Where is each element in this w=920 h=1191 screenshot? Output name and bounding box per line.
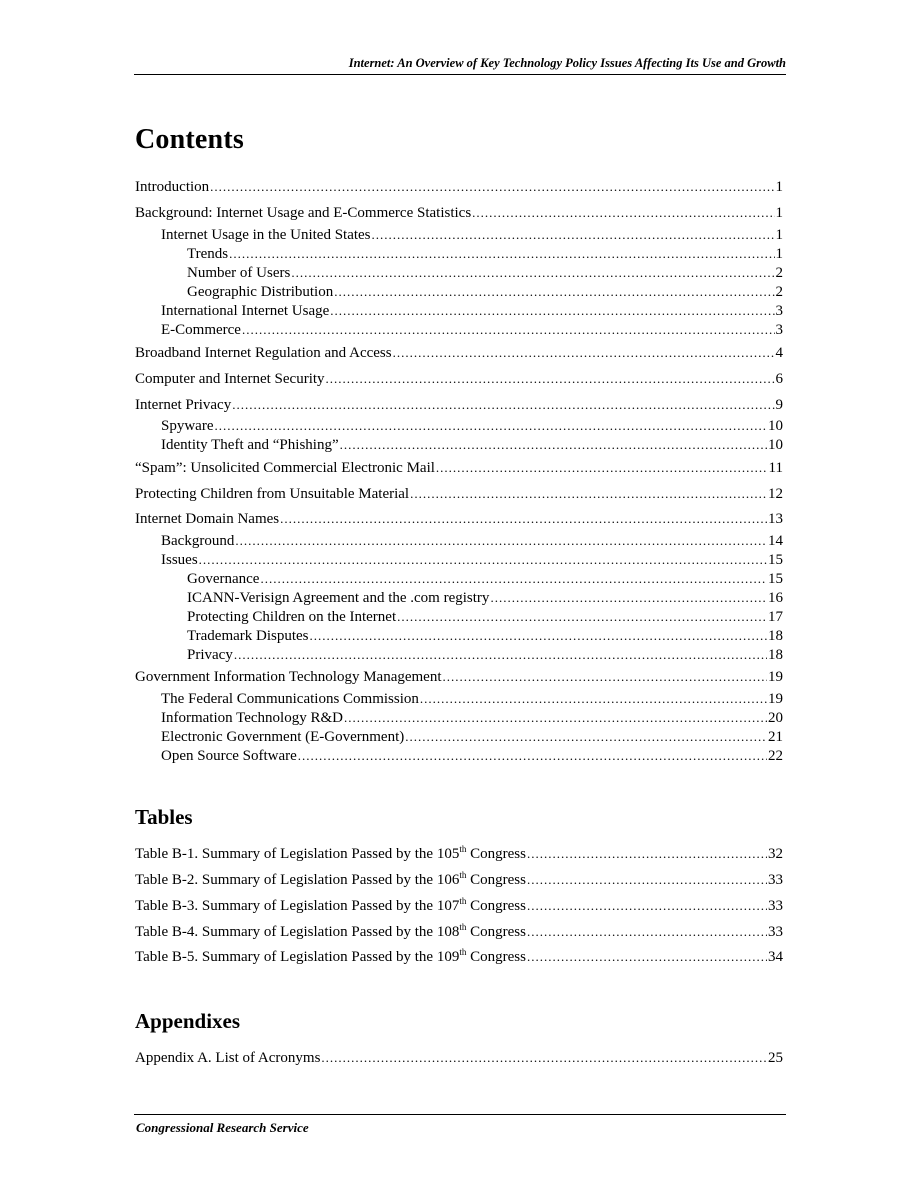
toc-entry[interactable]: Information Technology R&D ..... 20 bbox=[161, 708, 783, 727]
toc-entry[interactable]: Spyware ..... 10 bbox=[161, 416, 783, 435]
toc-entry[interactable]: Table B-2. Summary of Legislation Passed by the 106th Congress ..... 33 bbox=[135, 870, 783, 889]
toc-entry[interactable]: Geographic Distribution ..... 2 bbox=[187, 282, 783, 301]
toc-entry[interactable]: The Federal Communications Commission ..... 19 bbox=[161, 689, 783, 708]
toc-entry[interactable]: Introduction ..... 1 bbox=[135, 177, 783, 196]
toc-entry[interactable]: Identity Theft and “Phishing” ..... 10 bbox=[161, 435, 783, 454]
toc-entry[interactable]: Protecting Children on the Internet ..... 17 bbox=[187, 607, 783, 626]
toc-entry[interactable]: Privacy ..... 18 bbox=[187, 645, 783, 664]
appendixes-heading: Appendixes bbox=[135, 1009, 241, 1033]
toc-entry[interactable]: Internet Domain Names ..... 13 bbox=[135, 509, 783, 528]
toc-entry[interactable]: Trends ..... 1 bbox=[187, 244, 783, 263]
toc-entry[interactable]: Electronic Government (E-Government) ..... 21 bbox=[161, 727, 783, 746]
toc-entry[interactable]: Internet Privacy ..... 9 bbox=[135, 395, 783, 414]
toc-entry[interactable]: Appendix A. List of Acronyms ..... 25 bbox=[135, 1048, 783, 1067]
toc-entry[interactable]: Table B-4. Summary of Legislation Passed by the 108th Congress ..... 33 bbox=[135, 922, 783, 941]
toc-entry[interactable]: Background: Internet Usage and E-Commerce Statistics ..... 1 bbox=[135, 203, 783, 222]
toc-entry[interactable]: Open Source Software ..... 22 bbox=[161, 746, 783, 765]
toc-entry[interactable]: Issues ..... 15 bbox=[161, 550, 783, 569]
toc-entry[interactable]: International Internet Usage ..... 3 bbox=[161, 301, 783, 320]
toc-entry[interactable]: Broadband Internet Regulation and Access ..... 4 bbox=[135, 343, 783, 362]
toc-entry[interactable]: Trademark Disputes ..... 18 bbox=[187, 626, 783, 645]
toc-entry[interactable]: Background ..... 14 bbox=[161, 531, 783, 550]
toc-entry[interactable]: Table B-3. Summary of Legislation Passed by the 107th Congress ..... 33 bbox=[135, 896, 783, 915]
contents-heading: Contents bbox=[135, 124, 244, 155]
toc-entry[interactable]: Computer and Internet Security ..... 6 bbox=[135, 369, 783, 388]
toc-entry[interactable]: Number of Users ..... 2 bbox=[187, 263, 783, 282]
footer-rule bbox=[134, 1114, 786, 1115]
toc-entry[interactable]: Government Information Technology Management ..... 19 bbox=[135, 667, 783, 686]
toc-entry[interactable]: Table B-1. Summary of Legislation Passed by the 105th Congress ..... 32 bbox=[135, 844, 783, 863]
toc-entry[interactable]: “Spam”: Unsolicited Commercial Electronic Mail ..... 11 bbox=[135, 458, 783, 477]
running-header: Internet: An Overview of Key Technology Policy Issues Affecting Its Use and Growth bbox=[134, 56, 786, 75]
toc-entry[interactable]: Table B-5. Summary of Legislation Passed by the 109th Congress ..... 34 bbox=[135, 947, 783, 966]
toc-entry[interactable]: Internet Usage in the United States ..... 1 bbox=[161, 225, 783, 244]
toc-entry[interactable]: Protecting Children from Unsuitable Material ..... 12 bbox=[135, 484, 783, 503]
toc-entry[interactable]: E-Commerce ..... 3 bbox=[161, 320, 783, 339]
tables-heading: Tables bbox=[135, 805, 193, 829]
toc-entry[interactable]: Governance ..... 15 bbox=[187, 569, 783, 588]
toc-entry[interactable]: ICANN-Verisign Agreement and the .com registry ..... 16 bbox=[187, 588, 783, 607]
footer-publisher: Congressional Research Service bbox=[136, 1120, 309, 1135]
